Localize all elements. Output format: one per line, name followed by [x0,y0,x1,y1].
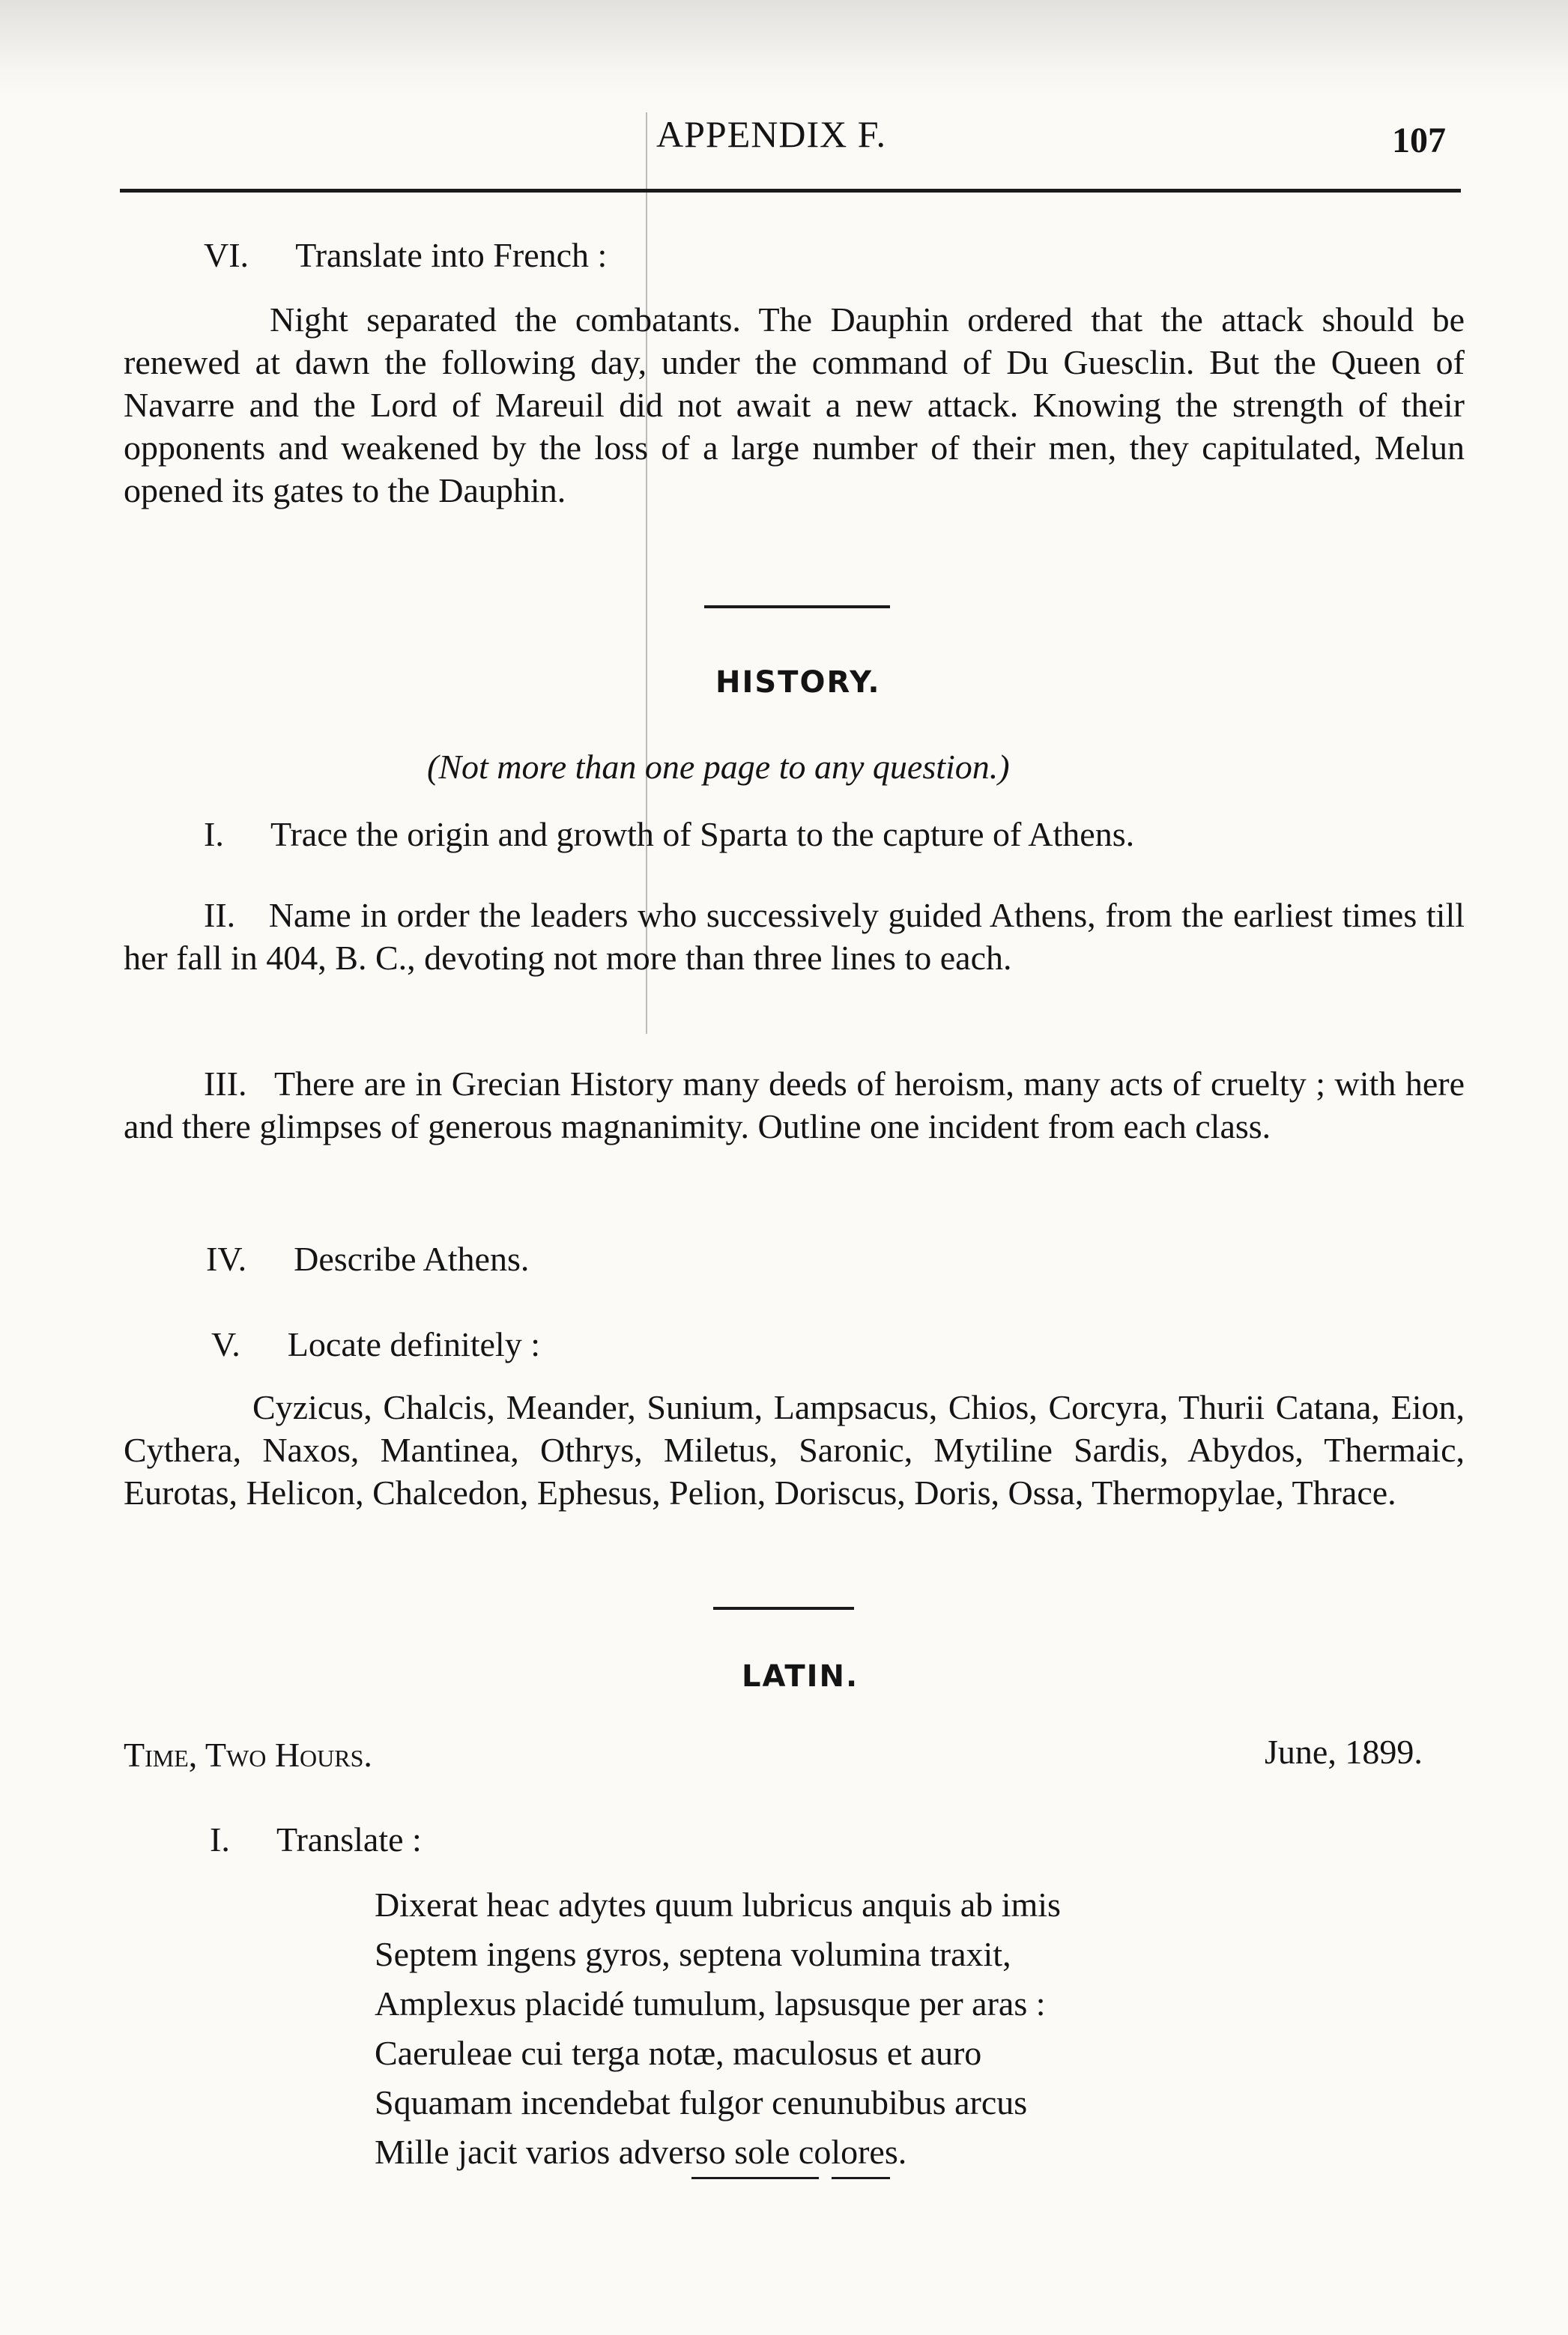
history-question-2 [124,894,1465,979]
poem-line: Squamam incendebat fulgor cenunubibus arcus [375,2083,1028,2122]
poem-line: Septem ingens gyros, septena volumina traxit, [375,1935,1011,1973]
french-passage-text: Night separated the combatants. The Dauphin ordered that the attack should be renewed at dawn the following day, under the command of Du Guesclin. But the Queen of Navarre and the Lord of Mareuil did not await a new attack. Knowing the strength of their opponents and weakened by the loss of a large number of their men, they capitulated, Melun opened its gates to the Dauphin. [124,300,1465,509]
scan-shading [0,0,1568,97]
question-text: Describe Athens. [294,1240,530,1278]
latin-poem [375,1880,1061,2177]
time-allowed: Time, Two Hours. [124,1736,372,1774]
french-question-text: Translate into French : [295,236,608,274]
history-divider [704,605,890,608]
question-number: II. [204,896,236,934]
history-question-1 [204,813,1134,855]
question-number: III. [204,1064,247,1103]
latin-question [210,1818,422,1861]
question-number: I. [204,815,224,853]
question-text: Locate definitely : [287,1325,540,1363]
french-question [204,234,607,276]
question-number: I. [210,1820,230,1859]
question-text: Name in order the leaders who successively guided Athens, from the earliest times till her fall in 404, B. C., devoting not more than three lines to each. [124,896,1465,977]
header-rule [120,189,1461,193]
poem-line: Caeruleae cui terga notæ, maculosus et auro [375,2034,982,2072]
history-note: (Not more than one page to any question.) [427,748,1010,786]
latin-heading: LATIN. [742,1659,859,1694]
history-question-5 [211,1323,540,1366]
latin-divider [713,1607,854,1610]
scansion-mark [832,2177,890,2179]
page-number: 107 [1392,121,1446,160]
places-text: Cyzicus, Chalcis, Meander, Sunium, Lampsacus, Chios, Corcyra, Thurii Catana, Eion, Cythera, Naxos, Mantinea, Othrys, Miletus, Saronic, Mytiline Sardis, Abydos, Thermaic, Eurotas, Helicon, Chalcedon, Ephesus, Pelion, Doriscus, Doris, Ossa, Thermopylae, Thrace. [124,1388,1465,1512]
question-text: Trace the origin and growth of Sparta to the capture of Athens. [270,815,1135,853]
french-question-number: VI. [204,236,249,274]
poem-line: Amplexus placidé tumulum, lapsusque per aras : [375,1984,1046,2023]
history-question-3 [124,1062,1465,1148]
history-heading: HISTORY. [715,665,881,700]
places-list [124,1386,1465,1514]
french-passage [124,298,1465,512]
question-text: Translate : [276,1820,422,1859]
history-question-4 [206,1238,529,1280]
exam-date: June, 1899. [1265,1733,1423,1771]
question-text: There are in Grecian History many deeds of heroism, many acts of cruelty ; with here and there glimpses of generous magnanimity. Outline one incident from each class. [124,1064,1465,1145]
poem-line: Dixerat heac adytes quum lubricus anquis ab imis [375,1886,1061,1924]
question-number: V. [211,1325,240,1363]
poem-line: Mille jacit varios adverso sole colores. [375,2133,907,2171]
scansion-mark [691,2177,819,2179]
running-header: APPENDIX F. [656,113,887,155]
question-number: IV. [206,1240,247,1278]
